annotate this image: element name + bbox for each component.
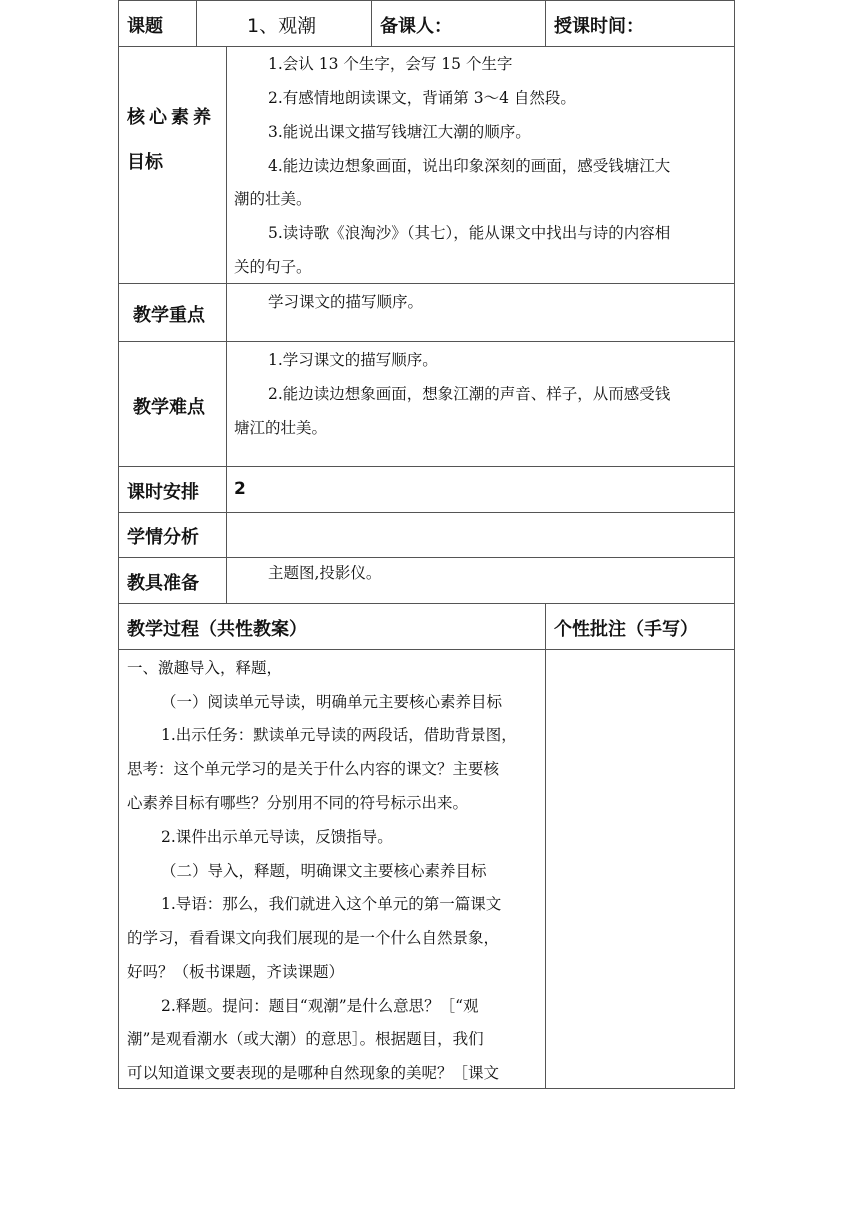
process-line: 1.出示任务：默读单元导读的两段话，借助背景图， [161,726,517,744]
table-rule [118,283,735,284]
goals-label: 核心素养 [127,107,215,128]
table-rule [118,557,735,558]
difficulty-line: 塘江的壮美。 [234,419,328,437]
table-rule [371,0,372,46]
table-rule [118,341,735,342]
table-rule [226,46,227,603]
process-line: 思考：这个单元学习的是关于什么内容的课文？主要核 [127,760,500,778]
difficulty-line: 1.学习课文的描写顺序。 [268,351,438,369]
goal-line: 5.读诗歌《浪淘沙》（其七），能从课文中找出与诗的内容相 [268,224,671,242]
preparer-label: 备课人： [380,16,452,37]
goal-line: 1.会认 13 个生字，会写 15 个生字 [268,55,513,73]
table-rule [545,0,546,46]
process-line: 2.课件出示单元导读，反馈指导。 [161,828,393,846]
table-rule [118,466,735,467]
key-points-label: 教学重点 [133,305,205,326]
key-point-line: 学习课文的描写顺序。 [268,293,424,311]
table-border-left [118,0,119,1089]
table-rule [118,649,735,650]
goal-line: 关的句子。 [234,258,312,276]
schedule-value: 2 [234,479,246,499]
process-line: （一）阅读单元导读，明确单元主要核心素养目标 [161,693,503,711]
goal-line: 4.能边读边想象画面，说出印象深刻的画面，感受钱塘江大 [268,157,671,175]
materials-label: 教具准备 [127,573,199,594]
difficulty-line: 2.能边读边想象画面，想象江潮的声音、样子，从而感受钱 [268,385,671,403]
process-line: 1.导语：那么，我们就进入这个单元的第一篇课文 [161,895,502,913]
difficulties-label: 教学难点 [133,397,205,418]
lesson-title: 1、观潮 [247,15,317,37]
process-line: 心素养目标有哪些？分别用不同的符号标示出来。 [127,794,469,812]
table-rule [545,603,546,1089]
table-rule [118,603,735,604]
process-line: 一、激趣导入，释题， [127,659,283,677]
process-line: 2.释题。提问：题目“观潮”是什么意思？［“观 [161,997,479,1015]
goal-line: 潮的壮美。 [234,190,312,208]
time-label: 授课时间： [554,16,644,37]
process-line: （二）导入，释题，明确课文主要核心素养目标 [161,862,487,880]
goal-line: 3.能说出课文描写钱塘江大潮的顺序。 [268,123,531,141]
materials-value: 主题图,投影仪。 [268,564,382,582]
title-label: 课题 [127,16,163,37]
table-border-top [118,0,735,1]
process-header: 教学过程（共性教案） [127,619,307,640]
process-line: 潮”是观看潮水（或大潮）的意思］。根据题目，我们 [127,1030,484,1048]
table-rule [196,0,197,46]
annotation-header: 个性批注（手写） [554,619,698,640]
process-line: 的学习，看看课文向我们展现的是一个什么自然景象， [127,929,500,947]
table-rule [118,512,735,513]
process-line: 可以知道课文要表现的是哪种自然现象的美呢？［课文 [127,1064,500,1082]
goal-line: 2.有感情地朗读课文，背诵第 3～4 自然段。 [268,89,576,107]
process-line: 好吗？（板书课题，齐读课题） [127,963,345,981]
analysis-label: 学情分析 [127,527,199,548]
schedule-label: 课时安排 [127,482,199,503]
table-border-right [734,0,735,1089]
goals-label-2: 目标 [127,152,163,173]
